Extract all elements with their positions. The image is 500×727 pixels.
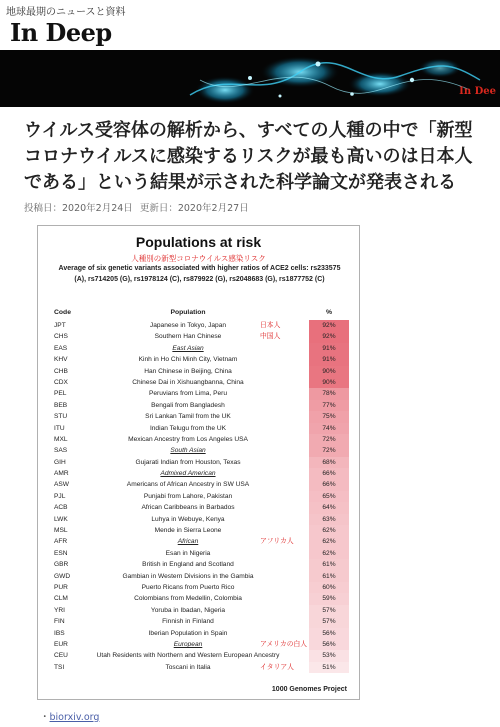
row-population: British in England and Scotland [142, 561, 234, 569]
row-population: South Asian [170, 447, 206, 455]
table-row [38, 423, 359, 434]
row-population: Colombians from Medellin, Colombia [134, 595, 242, 603]
figure-description: Average of six genetic variants associated with higher ratios of ACE2 cells: rs233575 (A), rs714205 (G), rs1978124 (C), rs879922 (G), rs2048683 (G), rs1877752 (C) [58, 265, 341, 283]
row-population: Puerto Ricans from Puerto Rico [141, 583, 235, 591]
table-row [38, 616, 359, 627]
row-percent: 91% [309, 354, 349, 365]
header-population: Population [170, 309, 206, 316]
post-meta [24, 200, 253, 214]
row-population: Toscani in Italia [165, 663, 211, 671]
row-percent: 63% [309, 514, 349, 525]
table-row [38, 662, 359, 673]
row-population: Peruvians from Lima, Peru [148, 390, 228, 398]
row-population: European [173, 640, 203, 648]
row-population: Kinh in Ho Chi Minh City, Vietnam [138, 356, 238, 364]
row-population: Gambian in Western Divisions in the Gambia [122, 572, 254, 580]
row-code: ESN [54, 549, 68, 557]
row-code: PJL [54, 492, 66, 500]
source-link[interactable]: biorxiv.org [49, 712, 100, 723]
row-code: EUR [54, 640, 68, 648]
row-code: PUR [54, 583, 68, 591]
posted-date: 投稿日：2020年2月24日 [24, 203, 133, 214]
row-population: Sri Lankan Tamil from the UK [145, 413, 231, 421]
site-tagline: 地球最期のニュースと資料 [6, 7, 126, 18]
table-row [38, 388, 359, 399]
row-population: Americans of African Ancestry in SW USA [126, 481, 250, 489]
table-row [38, 571, 359, 582]
table-row [38, 320, 359, 331]
row-percent: 56% [309, 639, 349, 650]
row-note: 中国人 [260, 333, 281, 341]
updated-date: 更新日：2020年2月27日 [139, 203, 249, 214]
row-percent: 62% [309, 548, 349, 559]
row-population: Mende in Sierra Leone [154, 527, 222, 535]
table-row [38, 548, 359, 559]
row-code: FIN [54, 618, 65, 626]
row-population: Admixed American [160, 470, 216, 478]
table-row [38, 457, 359, 468]
row-code: YRI [54, 606, 65, 614]
row-percent: 53% [309, 650, 349, 661]
row-population: East Asian [172, 344, 204, 352]
header-banner [0, 50, 500, 107]
row-population: Utah Residents with Northern and Western European Ancestry [96, 652, 280, 660]
article-title: ウイルス受容体の解析から、すべての人種の中で「新型コロナウイルスに感染するリスクが最も高いのは日本人である」という結果が示された科学論文が発表される [24, 120, 473, 193]
table-row [38, 582, 359, 593]
source-bullet: ・ [40, 712, 50, 723]
row-population: African [177, 538, 199, 546]
table-row [38, 468, 359, 479]
row-population: Iberian Population in Spain [148, 629, 228, 637]
row-population: Punjabi from Lahore, Pakistan [143, 492, 233, 500]
table-row [38, 514, 359, 525]
table-header [38, 309, 359, 319]
row-note: アフリカ人 [260, 538, 294, 546]
row-population: Indian Telugu from the UK [149, 424, 227, 432]
row-percent: 51% [309, 662, 349, 673]
row-percent: 92% [309, 331, 349, 342]
row-population: Esan in Nigeria [165, 549, 211, 557]
table-row [38, 628, 359, 639]
row-code: GWD [54, 572, 71, 580]
figure-footer: 1000 Genomes Project [271, 686, 347, 693]
row-percent: 72% [309, 434, 349, 445]
table-row [38, 536, 359, 547]
banner-artwork [0, 50, 500, 107]
table-row [38, 343, 359, 354]
site-logo[interactable]: In Deep [10, 18, 112, 47]
row-population: Gujarati Indian from Houston, Texas [135, 458, 241, 466]
row-code: SAS [54, 447, 68, 455]
table-row [38, 377, 359, 388]
table-row [38, 559, 359, 570]
row-population: Japanese in Tokyo, Japan [149, 322, 227, 329]
row-percent: 72% [309, 445, 349, 456]
table-row [38, 331, 359, 342]
row-percent: 90% [309, 377, 349, 388]
row-code: AMR [54, 470, 69, 478]
row-percent: 92% [309, 320, 349, 331]
row-code: BEB [54, 401, 68, 409]
row-percent: 57% [309, 616, 349, 627]
row-population: Chinese Dai in Xishuangbanna, China [132, 378, 244, 386]
row-percent: 65% [309, 491, 349, 502]
row-code: ACB [54, 504, 68, 512]
row-percent: 66% [309, 479, 349, 490]
table-row [38, 479, 359, 490]
row-population: Han Chinese in Beijing, China [144, 367, 232, 375]
table-row [38, 639, 359, 650]
row-percent: 57% [309, 605, 349, 616]
table-row [38, 434, 359, 445]
row-code: PEL [54, 390, 67, 398]
table-row [38, 605, 359, 616]
row-code: LWK [54, 515, 68, 523]
table-row [38, 366, 359, 377]
table-row [38, 491, 359, 502]
row-note: アメリカの白人 [260, 640, 308, 648]
table-row [38, 400, 359, 411]
row-population: Finnish in Finland [162, 618, 214, 626]
row-code: STU [54, 413, 68, 421]
row-percent: 62% [309, 536, 349, 547]
row-percent: 56% [309, 628, 349, 639]
row-code: ITU [54, 424, 65, 432]
row-percent: 77% [309, 400, 349, 411]
row-population: Southern Han Chinese [154, 333, 222, 341]
row-percent: 78% [309, 388, 349, 399]
row-percent: 61% [309, 559, 349, 570]
row-code: MSL [54, 527, 68, 535]
row-percent: 60% [309, 582, 349, 593]
table-row [38, 525, 359, 536]
row-percent: 62% [309, 525, 349, 536]
row-percent: 75% [309, 411, 349, 422]
row-percent: 61% [309, 571, 349, 582]
row-code: ASW [54, 481, 70, 489]
row-note: 日本人 [260, 322, 281, 329]
row-percent: 66% [309, 468, 349, 479]
row-code: EAS [54, 344, 68, 352]
table-row [38, 502, 359, 513]
row-percent: 68% [309, 457, 349, 468]
row-population: Yoruba in Ibadan, Nigeria [150, 606, 226, 614]
banner-brand-text: In Dee [459, 86, 496, 97]
row-code: CEU [54, 652, 68, 660]
row-code: AFR [54, 538, 68, 546]
row-code: JPT [54, 322, 66, 329]
table-row [38, 445, 359, 456]
header-percent: % [325, 309, 333, 316]
table-row [38, 650, 359, 661]
row-code: GIH [54, 458, 66, 466]
row-percent: 91% [309, 343, 349, 354]
row-code: CLM [54, 595, 68, 603]
row-code: MXL [54, 435, 68, 443]
table-row [38, 411, 359, 422]
table-row [38, 593, 359, 604]
row-code: KHV [54, 356, 68, 364]
row-note: イタリア人 [260, 663, 294, 671]
header-code: Code [54, 309, 71, 316]
row-code: CDX [54, 378, 68, 386]
table-row [38, 354, 359, 365]
figure-subtitle: 人種別の新型コロナウイルス感染リスク [131, 254, 266, 263]
row-population: Mexican Ancestry from Los Angeles USA [128, 435, 248, 443]
populations-at-risk-figure [37, 225, 360, 700]
population-table [38, 320, 359, 673]
row-percent: 90% [309, 366, 349, 377]
row-population: Luhya in Webuye, Kenya [151, 515, 225, 523]
row-percent: 64% [309, 502, 349, 513]
figure-title: Populations at risk [135, 234, 262, 250]
row-percent: 74% [309, 423, 349, 434]
row-code: TSI [54, 663, 65, 671]
row-code: CHS [54, 333, 68, 341]
row-code: GBR [54, 561, 69, 569]
row-population: Bengali from Bangladesh [151, 401, 225, 409]
row-percent: 59% [309, 593, 349, 604]
row-code: IBS [54, 629, 65, 637]
source-line [40, 709, 99, 723]
row-code: CHB [54, 367, 68, 375]
row-population: African Caribbeans in Barbados [141, 504, 235, 512]
